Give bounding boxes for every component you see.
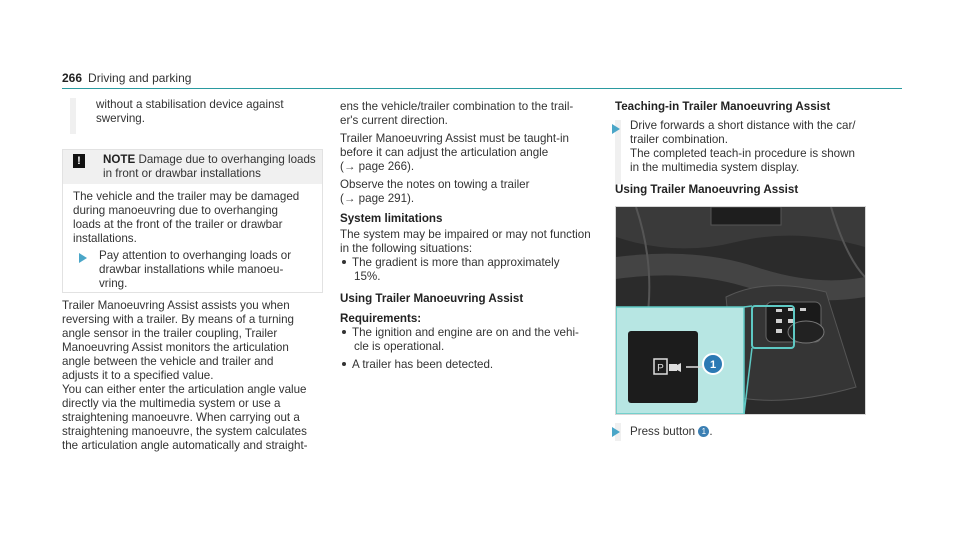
text-line: You can either enter the articulation angle value bbox=[62, 383, 307, 396]
callout-number: 1 bbox=[709, 359, 717, 371]
page-number: 266 bbox=[62, 71, 83, 85]
note-body bbox=[73, 190, 318, 246]
text-line: Manoeuvring Assist monitors the articulation bbox=[62, 341, 289, 354]
text-line: cle is operational. bbox=[354, 340, 445, 353]
header-rule bbox=[62, 88, 902, 89]
action-arrow-icon bbox=[612, 124, 620, 134]
text-line: Trailer Manoeuvring Assist assists you when bbox=[62, 299, 290, 312]
list-item bbox=[340, 256, 602, 284]
text-line: Pay attention to overhanging loads or bbox=[99, 249, 292, 262]
text-line: angle between the vehicle and trailer and bbox=[62, 355, 274, 368]
note-title bbox=[103, 153, 318, 167]
note-box bbox=[62, 149, 323, 293]
page-reference-link[interactable]: (→ page 266). bbox=[340, 160, 415, 173]
text-line: swerving. bbox=[96, 112, 145, 125]
text-line: in the multimedia system display. bbox=[630, 161, 800, 174]
text-line: The vehicle and the trailer may be damaged bbox=[73, 190, 300, 203]
note-label: NOTE bbox=[103, 153, 136, 166]
text-line: directly via the multimedia system or use a bbox=[62, 397, 281, 410]
text-line: straightening manoeuvre. When carrying out a bbox=[62, 411, 300, 424]
shade-bar bbox=[70, 98, 76, 134]
text-line: during manoeuvring due to overhanging bbox=[73, 204, 278, 217]
bullet-icon bbox=[342, 260, 346, 264]
warning-icon: ! bbox=[73, 154, 85, 168]
text-line: Drive forwards a short distance with the car/ bbox=[630, 119, 856, 132]
bullet-text: The gradient is more than approximately bbox=[352, 256, 560, 269]
text-line: ens the vehicle/trailer combination to the trail- bbox=[340, 100, 574, 113]
text-line: in the following situations: bbox=[340, 242, 473, 255]
note-title-text: Damage due to overhanging loads bbox=[138, 153, 316, 166]
action-arrow-icon bbox=[612, 427, 620, 437]
text-line: vring. bbox=[99, 277, 128, 290]
text-line: before it can adjust the articulation angle bbox=[340, 146, 549, 159]
column-2 bbox=[340, 100, 602, 372]
page-header bbox=[62, 71, 191, 85]
console-drawing bbox=[616, 207, 865, 414]
page-reference-link[interactable]: (→ page 291). bbox=[340, 192, 415, 205]
text-line: trailer combination. bbox=[630, 133, 728, 146]
bullet-text: The ignition and engine are on and the vehi- bbox=[352, 326, 579, 339]
text-line: 15%. bbox=[354, 270, 381, 283]
text-line: without a stabilisation device against bbox=[96, 98, 284, 111]
bullet-icon bbox=[342, 330, 346, 334]
teach-in-heading: Teaching-in Trailer Manoeuvring Assist bbox=[615, 100, 831, 113]
text-line: installations. bbox=[73, 232, 137, 245]
bullet-icon bbox=[342, 362, 346, 366]
list-item bbox=[340, 326, 602, 372]
text-line: angle sensor in the trailer coupling, Trailer bbox=[62, 327, 278, 340]
console-illustration bbox=[615, 206, 866, 415]
text-line: Trailer Manoeuvring Assist must be taught-in bbox=[340, 132, 569, 145]
teach-in-action bbox=[630, 119, 890, 175]
section-title: Driving and parking bbox=[88, 71, 192, 85]
note-action bbox=[99, 249, 319, 291]
action-arrow-icon bbox=[79, 253, 87, 263]
text-line: the articulation angle automatically and straight- bbox=[62, 439, 308, 452]
using-heading: Using Trailer Manoeuvring Assist bbox=[615, 183, 799, 196]
text-line: er's current direction. bbox=[340, 114, 448, 127]
text-line: straightening manoeuvre, the system calculates bbox=[62, 425, 307, 438]
text-line: loads at the front of the trailer or drawbar bbox=[73, 218, 283, 231]
bullet-text: A trailer has been detected. bbox=[352, 358, 494, 371]
system-limitations-heading: System limitations bbox=[340, 212, 443, 225]
text-line: Observe the notes on towing a trailer bbox=[340, 178, 530, 191]
continued-list-item bbox=[80, 98, 318, 126]
text-line: The completed teach-in procedure is shown bbox=[630, 147, 855, 160]
note-title-line2: in front or drawbar installations bbox=[103, 167, 261, 180]
intro-paragraph bbox=[62, 299, 324, 453]
text-line: The system may be impaired or may not function bbox=[340, 228, 591, 241]
svg-text:P: P bbox=[657, 363, 664, 374]
button-1-icon: 1 bbox=[698, 426, 709, 437]
text-line: adjusts it to a specified value. bbox=[62, 369, 214, 382]
requirements-heading: Requirements: bbox=[340, 312, 422, 325]
text-line: reversing with a trailer. By means of a turning bbox=[62, 313, 294, 326]
press-instruction: Press button 1 . bbox=[630, 425, 713, 438]
press-text: Press button bbox=[630, 425, 696, 438]
text-line: drawbar installations while manoeu- bbox=[99, 263, 284, 276]
using-heading: Using Trailer Manoeuvring Assist bbox=[340, 292, 524, 305]
